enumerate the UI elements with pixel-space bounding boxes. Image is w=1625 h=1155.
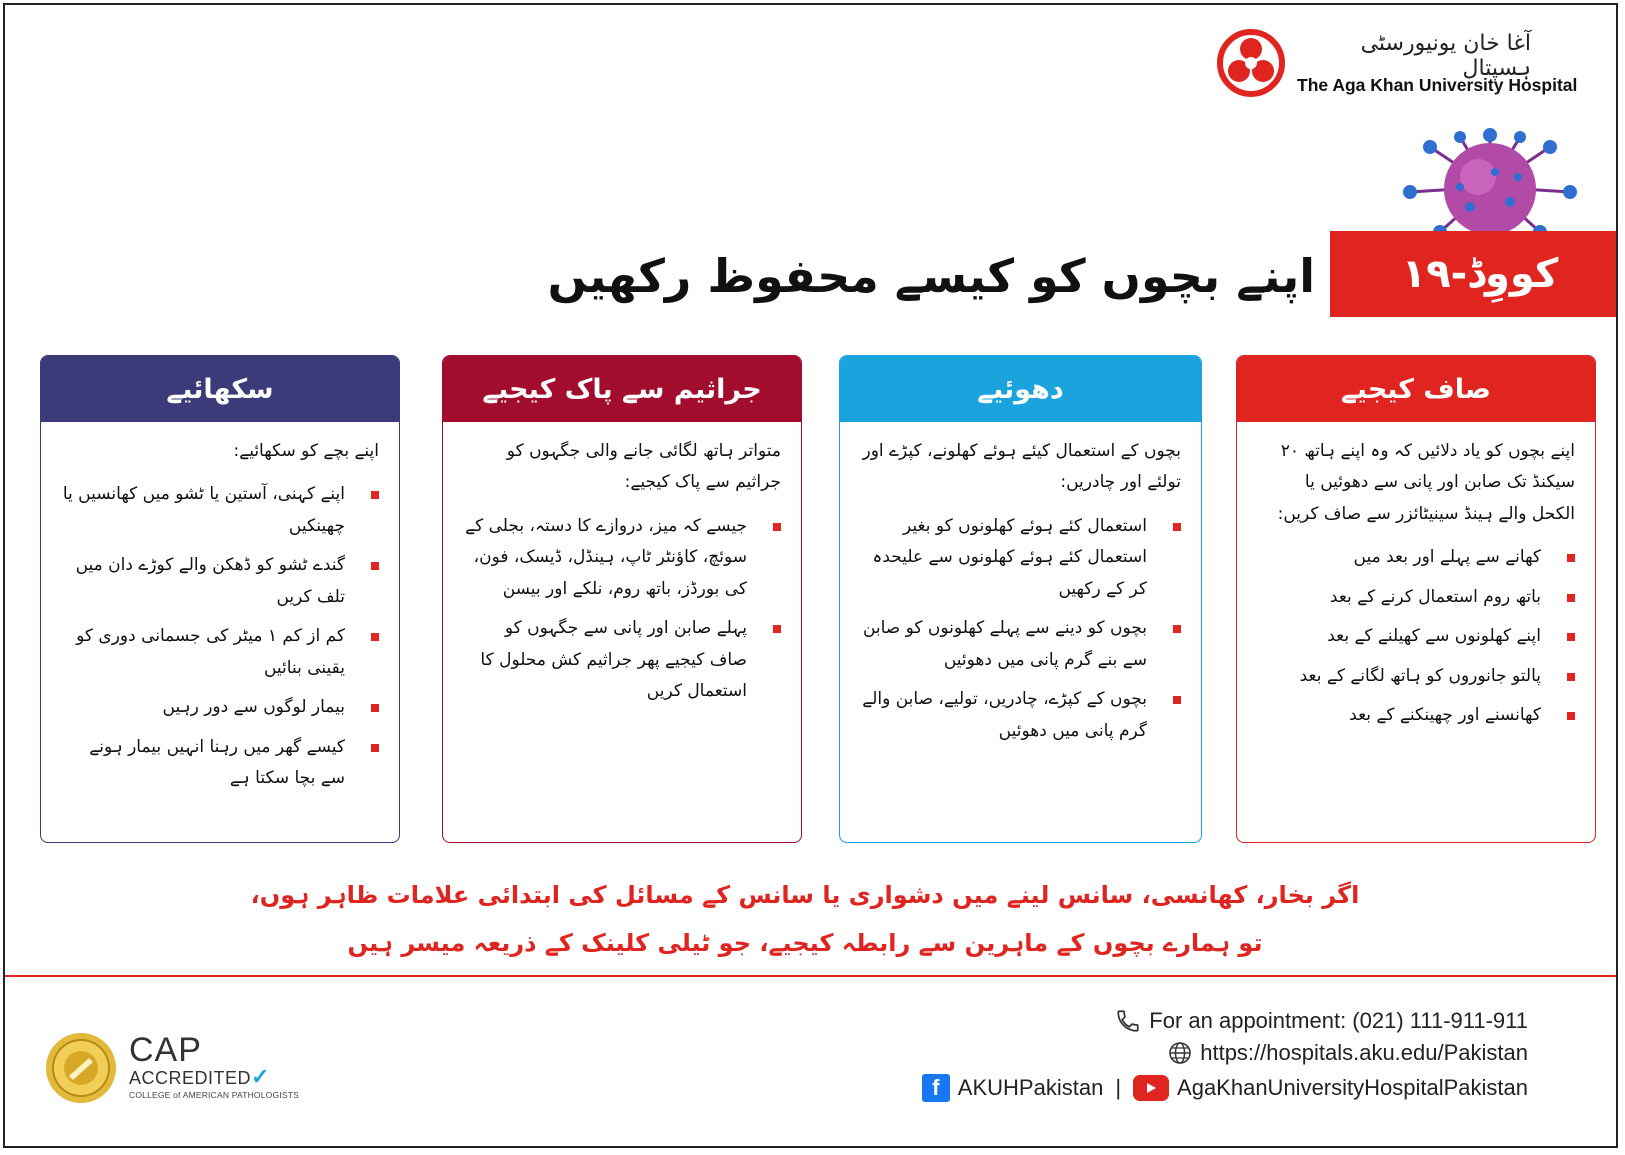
symptom-notice xyxy=(205,871,1405,967)
card-wash-heading: دھوئیے xyxy=(840,356,1201,422)
list-item-text: بیمار لوگوں سے دور رہیں xyxy=(162,697,345,718)
virus-icon xyxy=(1400,127,1580,242)
globe-icon xyxy=(1168,1041,1192,1065)
bullet-icon xyxy=(371,633,379,641)
list-item xyxy=(61,550,379,613)
list-item-text: جیسے کہ میز، دروازے کا دستہ، بجلی کے سوئچ، کاؤنٹر ٹاپ، ہینڈل، ڈیسک، فون، کی بورڈز، باتھ روم، نلکے اور بیسن xyxy=(465,515,747,599)
list-item-text: اپنے کہنی، آستین یا ٹشو میں کھانسیں یا چھینکیں xyxy=(62,484,345,536)
bullet-icon xyxy=(371,491,379,499)
list-item xyxy=(463,613,781,707)
card-disinfect-list xyxy=(463,511,781,708)
list-item xyxy=(1257,661,1575,692)
bullet-icon xyxy=(1567,554,1575,562)
list-item xyxy=(860,684,1181,747)
bullet-icon xyxy=(371,744,379,752)
cap-accreditation xyxy=(129,1033,299,1100)
list-item xyxy=(1257,621,1575,652)
list-item-text: استعمال کئے ہوئے کھلونوں کو بغیر استعمال کئے ہوئے کھلونوں سے علیحدہ کر کے رکھیں xyxy=(872,515,1147,599)
website-link[interactable]: https://hospitals.aku.edu/Pakistan xyxy=(1200,1040,1528,1065)
bullet-icon xyxy=(371,704,379,712)
accreditation-seal-icon xyxy=(45,1032,117,1104)
list-item xyxy=(1257,542,1575,573)
phone-icon xyxy=(1115,1008,1141,1034)
footer-divider xyxy=(5,975,1616,977)
logo-english-text: The Aga Khan University Hospital xyxy=(1297,75,1578,95)
card-wash-intro: بچوں کے استعمال کیئے ہوئے کھلونے، کپڑے اور تولئے اور چادریں: xyxy=(862,441,1181,493)
checkmark-icon: ✓ xyxy=(251,1064,270,1089)
card-clean xyxy=(1236,355,1596,843)
card-clean-heading: صاف کیجیے xyxy=(1237,356,1595,422)
list-item-text: گندے ٹشو کو ڈھکن والے کوڑے دان میں تلف کریں xyxy=(75,555,345,607)
facebook-icon: f xyxy=(922,1074,950,1102)
card-teach-heading: سکھائیے xyxy=(41,356,399,422)
logo-urdu-text: آغا خان یونیورسٹی ہسپتال xyxy=(1360,31,1531,81)
list-item xyxy=(463,511,781,605)
youtube-link[interactable]: AgaKhanUniversityHospitalPakistan xyxy=(1177,1075,1528,1100)
list-item-text: پہلے صابن اور پانی سے جگہوں کو صاف کیجیے پھر جراثیم کش محلول کا استعمال کریں xyxy=(480,618,747,702)
card-teach xyxy=(40,355,400,843)
card-wash-list xyxy=(860,511,1181,747)
appointment-text[interactable]: For an appointment: (021) 111-911-911 xyxy=(1149,1008,1528,1033)
covid-19-badge: کووِڈ-١٩ xyxy=(1330,231,1618,317)
list-item-text: اپنے کھلونوں سے کھیلنے کے بعد xyxy=(1327,626,1541,647)
card-clean-intro: اپنے بچوں کو یاد دلائیں کہ وہ اپنے ہاتھ ۲۰ سیکنڈ تک صابن اور پانی سے دھوئیں یا الکحل والے ہینڈ سینیٹائزر سے صاف کریں: xyxy=(1277,441,1575,524)
bullet-icon xyxy=(371,562,379,570)
list-item-text: کیسے گھر میں رہنا انہیں بیمار ہونے سے بچا سکتا ہے xyxy=(89,736,345,788)
website-line xyxy=(1168,1040,1528,1066)
bullet-icon xyxy=(1567,712,1575,720)
card-teach-list xyxy=(61,479,379,794)
poster xyxy=(3,3,1618,1148)
notice-line-1: اگر بخار، کھانسی، سانس لینے میں دشواری یا سانس کے مسائل کی ابتدائی علامات ظاہر ہوں، xyxy=(250,881,1360,909)
card-clean-body xyxy=(1237,422,1595,732)
bullet-icon xyxy=(1567,673,1575,681)
list-item xyxy=(61,732,379,795)
card-disinfect-heading: جراثیم سے پاک کیجیے xyxy=(443,356,801,422)
list-item-text: کھانے سے پہلے اور بعد میں xyxy=(1353,547,1541,568)
notice-line-2: تو ہمارے بچوں کے ماہرین سے رابطہ کیجیے، جو ٹیلی کلینک کے ذریعہ میسر ہیں xyxy=(347,929,1263,957)
list-item-text: پالتو جانوروں کو ہاتھ لگانے کے بعد xyxy=(1299,665,1541,686)
page-title: اپنے بچوں کو کیسے محفوظ رکھیں xyxy=(547,249,1315,303)
cap-accredited xyxy=(129,1064,299,1089)
card-disinfect xyxy=(442,355,802,843)
list-item-text: کم از کم ١ میٹر کی جسمانی دوری کو یقینی بنائیں xyxy=(76,626,345,678)
card-disinfect-body xyxy=(443,422,801,708)
list-item xyxy=(860,613,1181,676)
list-item-text: بچوں کے کپڑے، چادریں، تولیے، صابن والے گرم پانی میں دھوئیں xyxy=(862,689,1147,741)
list-item xyxy=(61,621,379,684)
youtube-icon xyxy=(1133,1075,1169,1101)
cap-accredited-text: ACCREDITED xyxy=(129,1068,252,1088)
social-line xyxy=(922,1074,1528,1102)
list-item xyxy=(61,479,379,542)
list-item xyxy=(61,692,379,723)
facebook-link[interactable]: AKUHPakistan xyxy=(957,1075,1104,1100)
cap-title: CAP xyxy=(129,1031,202,1069)
appointment-line xyxy=(1115,1008,1528,1034)
bullet-icon xyxy=(1173,625,1181,633)
card-clean-list xyxy=(1257,542,1575,731)
list-item-text: باتھ روم استعمال کرنے کے بعد xyxy=(1329,586,1541,607)
list-item xyxy=(860,511,1181,605)
cap-subtitle: COLLEGE of AMERICAN PATHOLOGISTS xyxy=(129,1090,299,1100)
list-item xyxy=(1257,582,1575,613)
bullet-icon xyxy=(773,625,781,633)
card-teach-body xyxy=(41,422,399,794)
card-wash-body xyxy=(840,422,1201,747)
social-separator: | xyxy=(1115,1075,1122,1100)
list-item-text: بچوں کو دینے سے پہلے کھلونوں کو صابن سے بنے گرم پانی میں دھوئیں xyxy=(862,618,1147,670)
bullet-icon xyxy=(1173,523,1181,531)
bullet-icon xyxy=(1567,594,1575,602)
akuh-logo-icon xyxy=(1217,29,1285,97)
bullet-icon xyxy=(773,523,781,531)
bullet-icon xyxy=(1567,633,1575,641)
list-item-text: کھانسنے اور چھینکنے کے بعد xyxy=(1349,705,1541,726)
bullet-icon xyxy=(1173,696,1181,704)
card-teach-intro: اپنے بچے کو سکھائیے: xyxy=(233,441,379,461)
card-wash xyxy=(839,355,1202,843)
list-item xyxy=(1257,700,1575,731)
card-disinfect-intro: متواتر ہاتھ لگائی جانے والی جگہوں کو جراثیم سے پاک کیجیے: xyxy=(506,441,781,493)
